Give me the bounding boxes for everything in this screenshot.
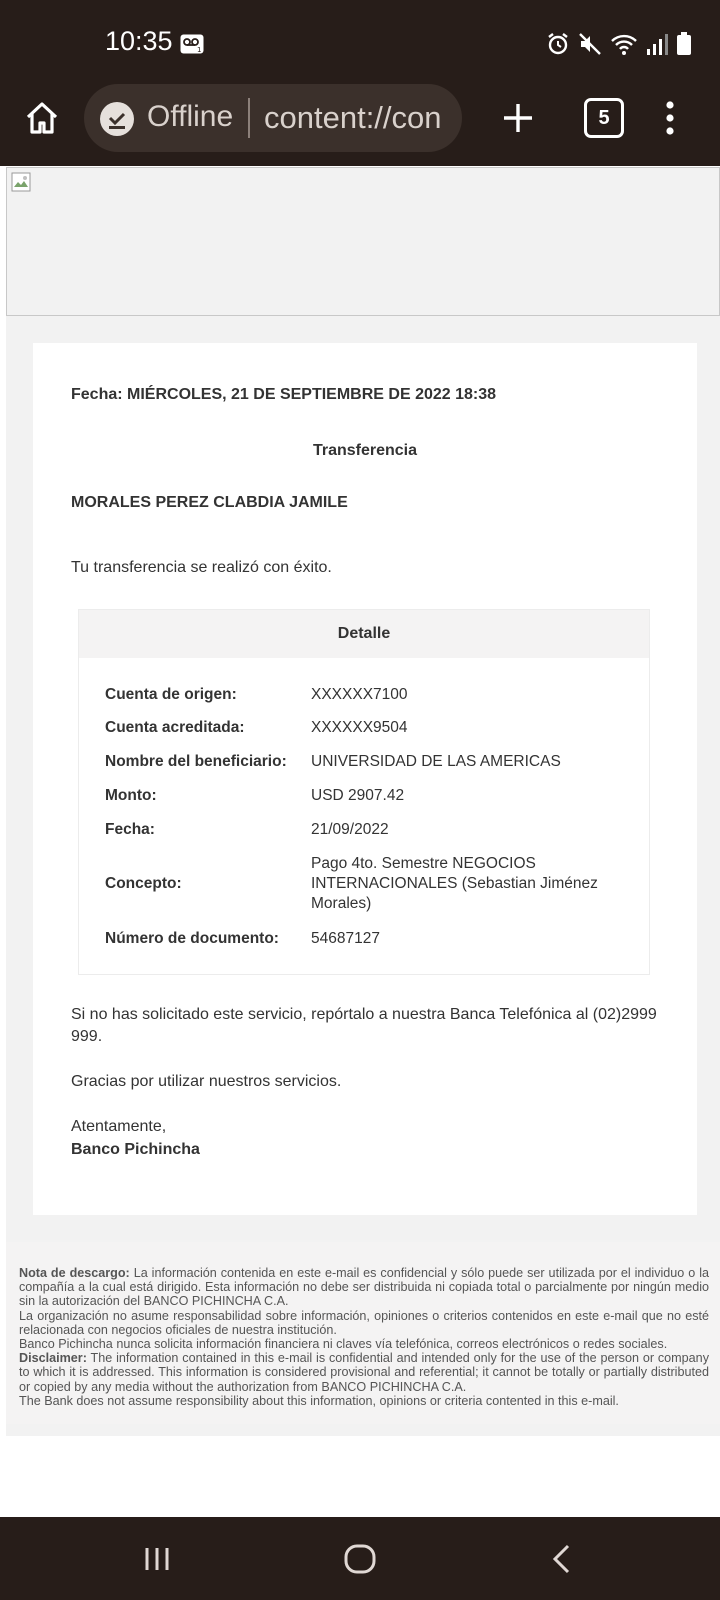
value-beneficiary: UNIVERSIDAD DE LAS AMERICAS bbox=[311, 753, 561, 770]
home-icon[interactable] bbox=[22, 98, 62, 138]
disclaimer-text: The information contained in this e-mail is confidential and intended only for the use of the person or company to which it is addressed. This information is considered provisional and referential; it cannot be totally or partially distributed or copied by any media without the authorization from BANCO PICHINCHA C.A. bbox=[19, 1351, 709, 1394]
label-credited-account: Cuenta acreditada: bbox=[105, 719, 245, 736]
value-concept: Pago 4to. Semestre NEGOCIOS INTERNACIONALES (Sebastian Jiménez Morales) bbox=[311, 855, 598, 912]
disclaimer-paragraph bbox=[19, 1351, 709, 1394]
address-bar[interactable] bbox=[84, 84, 462, 152]
label-amount: Monto: bbox=[105, 787, 157, 804]
voicemail-icon bbox=[180, 34, 204, 54]
closing-text: Atentamente, bbox=[71, 1118, 167, 1135]
nota-text: La información contenida en este e-mail es confidencial y sólo puede ser utilizada por el individuo o la compañía a la cual está dirigido. Esta información no debe ser distribuida ni copiada total o parcialmente por ningún medio sin la autorización del BANCO PICHINCHA C.A. bbox=[19, 1266, 709, 1309]
value-document-number: 54687127 bbox=[311, 930, 380, 947]
address-divider bbox=[248, 98, 250, 138]
thanks-message: Gracias por utilizar nuestros servicios. bbox=[71, 1073, 342, 1090]
tab-switcher-button[interactable]: 5 bbox=[584, 98, 624, 138]
org-paragraph: La organización no asume responsabilidad sobre información, opiniones o criterios contenidos en este e-mail que no esté relacionada con negocios oficiales de nuestra institución. bbox=[19, 1308, 709, 1337]
broken-image-icon bbox=[11, 172, 31, 192]
value-credited-account: XXXXXX9504 bbox=[311, 719, 408, 736]
email-date: Fecha: MIÉRCOLES, 21 DE SEPTIEMBRE DE 2022 18:38 bbox=[71, 386, 497, 403]
report-notice: Si no has solicitado este servicio, repórtalo a nuestra Banca Telefónica al (02)2999 999. bbox=[71, 1006, 657, 1045]
value-amount: USD 2907.42 bbox=[311, 787, 405, 804]
url-text[interactable]: content://con bbox=[264, 100, 442, 135]
nota-paragraph bbox=[19, 1266, 709, 1309]
svg-text:1: 1 bbox=[197, 46, 202, 54]
new-tab-icon[interactable] bbox=[498, 98, 538, 138]
value-origin-account: XXXXXX7100 bbox=[311, 686, 408, 703]
bank-paragraph: The Bank does not assume responsibility about this information, opinions or criteria contented in this e-mail. bbox=[19, 1393, 619, 1408]
more-menu-icon[interactable] bbox=[660, 98, 680, 138]
label-concept: Concepto: bbox=[105, 875, 182, 892]
mute-icon bbox=[578, 32, 602, 56]
wifi-icon bbox=[610, 32, 638, 56]
never-paragraph: Banco Pichincha nunca solicita información financiera ni claves vía telefónica, correos electrónicos o redes sociales. bbox=[19, 1337, 668, 1352]
signal-icon bbox=[646, 32, 668, 56]
detail-table bbox=[78, 609, 650, 975]
disclaimer-section bbox=[19, 1266, 709, 1408]
header-image-placeholder bbox=[6, 167, 720, 316]
recent-apps-icon[interactable] bbox=[143, 1545, 171, 1573]
browser-toolbar bbox=[0, 84, 720, 166]
back-icon[interactable] bbox=[550, 1543, 572, 1575]
recipient-name: MORALES PEREZ CLABDIA JAMILE bbox=[71, 494, 348, 511]
status-bar bbox=[0, 0, 720, 84]
label-beneficiary: Nombre del beneficiario: bbox=[105, 753, 287, 770]
offline-check-icon bbox=[100, 102, 134, 136]
battery-icon bbox=[676, 32, 692, 56]
value-date: 21/09/2022 bbox=[311, 821, 389, 838]
alarm-icon bbox=[546, 32, 570, 56]
email-subject: Transferencia bbox=[312, 442, 418, 459]
label-date: Fecha: bbox=[105, 821, 155, 838]
detail-heading: Detalle bbox=[79, 610, 649, 658]
label-origin-account: Cuenta de origen: bbox=[105, 686, 237, 703]
success-message: Tu transferencia se realizó con éxito. bbox=[71, 559, 332, 576]
nota-label: Nota de descargo: bbox=[19, 1266, 130, 1280]
offline-label: Offline bbox=[147, 100, 234, 133]
disclaimer-label: Disclaimer: bbox=[19, 1351, 87, 1366]
bank-signature: Banco Pichincha bbox=[71, 1141, 200, 1158]
label-document-number: Número de documento: bbox=[105, 930, 279, 947]
nav-home-icon[interactable] bbox=[343, 1543, 377, 1575]
navigation-bar bbox=[0, 1517, 720, 1600]
status-time: 10:35 bbox=[105, 26, 173, 56]
